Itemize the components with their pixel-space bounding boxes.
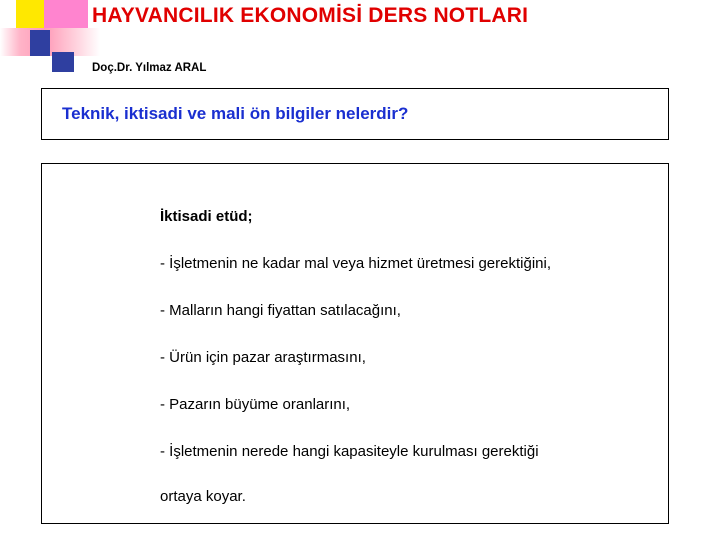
content-heading: İktisadi etüd; — [160, 208, 253, 225]
page-title: HAYVANCILIK EKONOMİSİ DERS NOTLARI — [92, 4, 529, 27]
question-box — [41, 88, 669, 140]
decorative-yellow-block — [16, 0, 44, 30]
decorative-gradient-band — [0, 28, 100, 56]
content-item: - Malların hangi fiyattan satılacağını, — [160, 302, 401, 319]
content-item: - Ürün için pazar araştırmasını, — [160, 349, 366, 366]
decorative-corner-graphic — [0, 0, 100, 62]
author-line: Doç.Dr. Yılmaz ARAL — [92, 62, 207, 74]
content-item: - İşletmenin nerede hangi kapasiteyle kurulması gerektiği — [160, 443, 539, 460]
decorative-blue-block — [30, 30, 50, 56]
content-box — [41, 163, 669, 524]
decorative-magenta-block — [44, 0, 88, 30]
content-item: ortaya koyar. — [160, 488, 246, 505]
question-text: Teknik, iktisadi ve mali ön bilgiler nelerdir? — [62, 104, 409, 123]
content-item: - Pazarın büyüme oranlarını, — [160, 396, 351, 413]
decorative-blue-block-secondary — [52, 52, 74, 72]
content-item: - İşletmenin ne kadar mal veya hizmet üretmesi gerektiğini, — [160, 255, 551, 272]
